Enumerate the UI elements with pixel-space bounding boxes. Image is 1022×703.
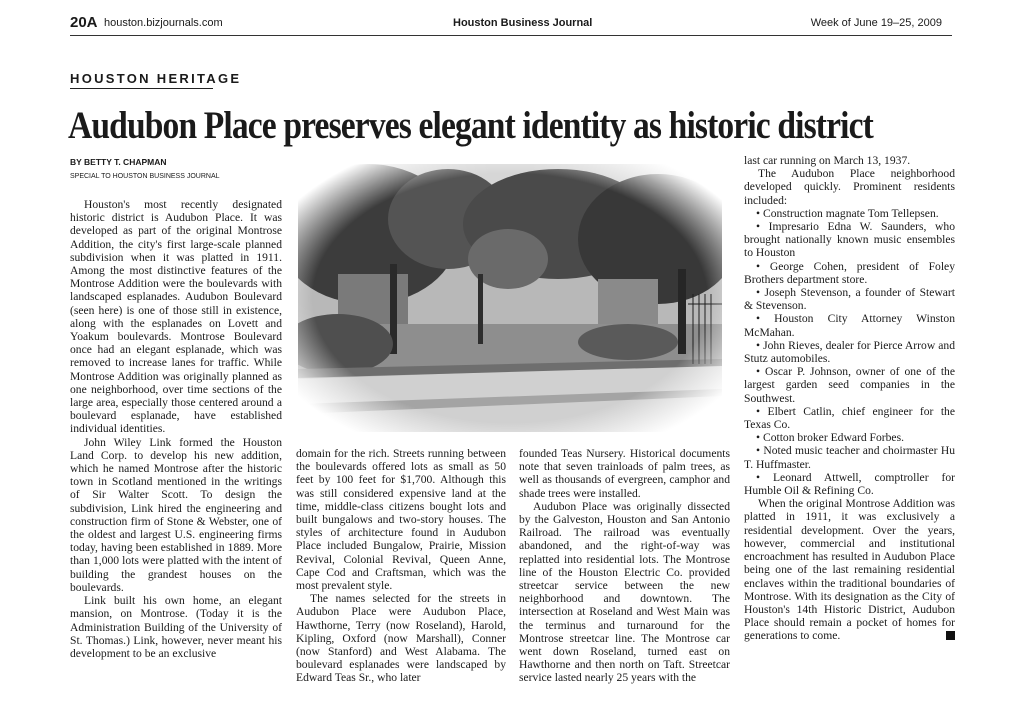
- resident-item: • Construction magnate Tom Tellepsen.: [756, 206, 939, 220]
- headline: Audubon Place preserves elegant identity as historic district: [68, 104, 873, 147]
- closing-paragraph: [744, 497, 955, 642]
- resident-item: • Noted music teacher and choirmaster Hu T. Huffmaster.: [744, 444, 955, 471]
- paragraph: Houston's most recently designated historic district is Audubon Place. It was developed as part of the original Montrose Addition, the city's first large-scale planned subdivision when it was platted in 1911. Among the most distinctive features of the Montrose Addition were the boulevards with landscaped esplanades. Audubon Boulevard (seen here) is one of those still in existence, along with the esplanades on Lovett and Yoakum boulevards. Montrose Boulevard once had an elegant esplanade, which was removed to increase lanes for traffic. While Montrose Addition was originally planned as one neighborhood, over time sections of the large area, especially those centered around a boulevard esplanade, have established individual identities.: [70, 198, 282, 436]
- paragraph: Link built his own home, an elegant mansion, on Montrose. (Today it is the Administration Building of the University of St. Thomas.) Link, however, never meant his development to be an exclusive: [70, 594, 282, 660]
- article-column-3: [519, 447, 730, 685]
- page-number: 20A: [70, 14, 98, 31]
- publication-name: Houston Business Journal: [453, 17, 593, 29]
- paragraph: The names selected for the streets in Audubon Place were Audubon Place, Hawthorne, Terry (now Roseland), Harold, Kipling, Oxford (now Marshall), Conner (now Stanford) and West Alabama. The boulevard esplanades were landscaped by Edward Teas Sr., who later: [296, 592, 506, 685]
- paragraph: John Wiley Link formed the Houston Land Corp. to develop his new addition, which he named Montrose after the historic town in Scotland mentioned in the writings of Sir Walter Scott. To design the subdivision, Link hired the engineering and construction firm of Stone & Webster, one of the oldest and largest U.S. engineering firms today, having been established in 1889. More than 1,000 lots were platted with the intent of building the grandest houses on the boulevards.: [70, 435, 282, 594]
- header-rule: [70, 35, 952, 36]
- article-column-2: [296, 447, 506, 685]
- section-label: HOUSTON HERITAGE: [70, 71, 242, 86]
- resident-item: • Cotton broker Edward Forbes.: [756, 431, 904, 445]
- paragraph: domain for the rich. Streets running between the boulevards offered lots as small as 50 feet by 100 feet for $1,700. Although this was still considered expensive land at the time, middle-class citizens bought lots and built bungalows and two-story houses. The styles of architecture found in Audubon Place included Bungalow, Prairie, Mission Revival, Colonial Revival, Queen Anne, Cape Cod and Craftsman, which was the most prevalent style.: [296, 447, 506, 593]
- byline-affiliation: SPECIAL TO HOUSTON BUSINESS JOURNAL: [70, 173, 220, 180]
- paragraph: founded Teas Nursery. Historical documents note that seven trainloads of palm trees, as well as thousands of evergreen, camphor and shade trees were installed.: [519, 447, 730, 500]
- audubon-boulevard-photo: [298, 164, 722, 432]
- paragraph: last car running on March 13, 1937.: [744, 154, 911, 167]
- article-column-4: [744, 154, 955, 643]
- resident-item: • Joseph Stevenson, a founder of Stewart & Stevenson.: [744, 286, 955, 313]
- page-header: [0, 0, 1022, 38]
- resident-item: • George Cohen, president of Foley Brothers department store.: [744, 259, 955, 286]
- resident-item: • Oscar P. Johnson, owner of one of the largest garden seed companies in the Southwest.: [744, 365, 955, 405]
- resident-item: • John Rieves, dealer for Pierce Arrow and Stutz automobiles.: [744, 338, 955, 366]
- resident-item: • Elbert Catlin, chief engineer for the Texas Co.: [744, 404, 955, 432]
- issue-date: Week of June 19–25, 2009: [810, 17, 942, 29]
- paragraph: The Audubon Place neighborhood developed quickly. Prominent residents included:: [744, 167, 955, 207]
- resident-item: • Leonard Attwell, comptroller for Humble Oil & Refining Co.: [744, 470, 955, 498]
- article-column-1: [70, 198, 282, 660]
- closing-text: When the original Montrose Addition was platted in 1911, it was exclusively a residential development. Over the years, however, commercial and institutional encroachment has resulted in Audubon Place being one of the last remaining residential enclaves within the traditional boundaries of Montrose. With its designation as the City of Houston's 14th Historic District, Audubon Place should remain a pocket of homes for generations to come.: [744, 497, 955, 643]
- section-rule: [70, 88, 213, 89]
- byline: BY BETTY T. CHAPMAN: [70, 157, 167, 167]
- end-mark-icon: [946, 631, 955, 640]
- site-url: houston.bizjournals.com: [104, 17, 223, 29]
- resident-item: • Impresario Edna W. Saunders, who brought nationally known music ensembles to Houston: [744, 220, 955, 260]
- resident-item: • Houston City Attorney Winston McMahan.: [744, 312, 955, 339]
- paragraph: Audubon Place was originally dissected by the Galveston, Houston and San Antonio Railroad. The railroad was eventually abandoned, and the right-of-way was replatted into residential lots. The Montrose line of the Houston Electric Co. provided streetcar service between the new neighborhood and downtown. The intersection at Roseland and West Main was the terminus and turnaround for the Montrose streetcar line. The Montrose car went down Roseland, turned east on Hawthorne and then north on Taft. Streetcar service lasted nearly 25 years with the: [519, 499, 730, 685]
